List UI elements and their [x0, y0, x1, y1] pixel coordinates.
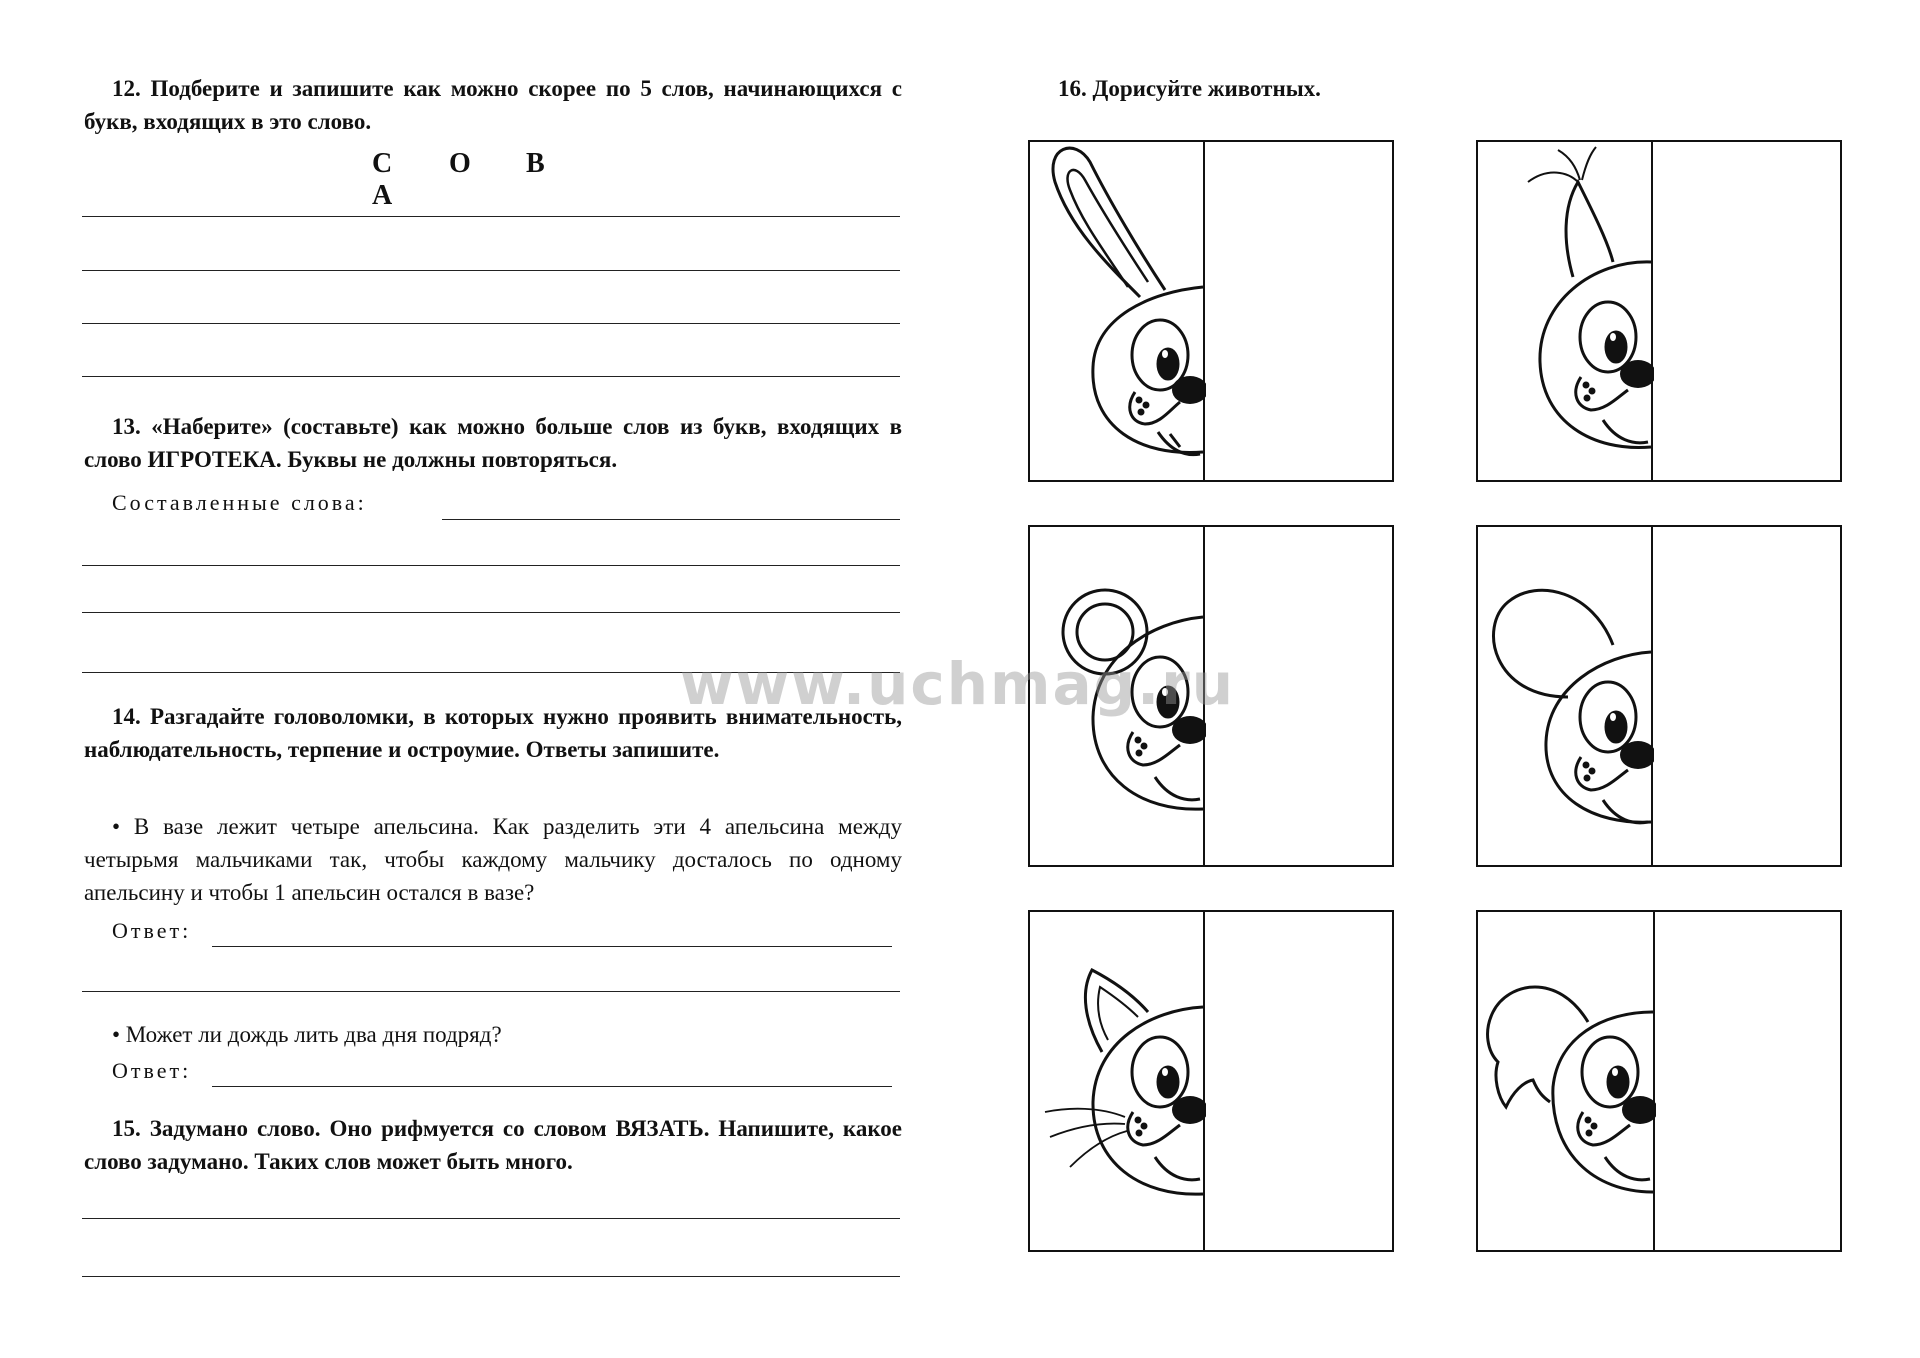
task-15-text: 15. Задумано слово. Оно рифмуется со словом ВЯЗАТЬ. Напишите, какое слово задумано. Таких слов может быть много. [84, 1116, 902, 1174]
puppy-icon [1478, 912, 1656, 1250]
task-13-text: 13. «Наберите» (составьте) как можно больше слов из букв, входящих в слово ИГРОТЕКА. Буквы не должны повторяться. [84, 414, 902, 472]
drawing-box-bunny[interactable] [1028, 140, 1394, 482]
drawing-box-squirrel[interactable] [1476, 140, 1842, 482]
cat-icon [1030, 912, 1206, 1250]
task-14-text: 14. Разгадайте головоломки, в которых нужно проявить внимательность, наблюдательность, терпение и остроумие. Ответы запишите. [84, 704, 902, 762]
task-12-text: 12. Подберите и запишите как можно скорее по 5 слов, начинающихся с букв, входящих в это слово. [84, 76, 902, 134]
drawing-box-cat[interactable] [1028, 910, 1394, 1252]
puzzle-1-text: • В вазе лежит четыре апельсина. Как разделить эти 4 апельсина между четырьмя мальчиками так, чтобы каждому мальчику досталось по одному апельсину и чтобы 1 апельсин остался в вазе? [84, 814, 902, 905]
composed-words-label: Составленные слова: [112, 490, 367, 515]
answer-line[interactable] [212, 1086, 892, 1087]
mouse-icon [1478, 527, 1654, 865]
answer-line[interactable] [82, 991, 900, 992]
squirrel-icon [1478, 142, 1654, 480]
answer-line[interactable] [82, 1276, 900, 1277]
answer-line[interactable] [212, 946, 892, 947]
answer-line[interactable] [82, 323, 900, 324]
bunny-icon [1030, 142, 1206, 480]
word-sova [372, 148, 672, 212]
drawing-box-mouse[interactable] [1476, 525, 1842, 867]
answer-1-label: Ответ: [112, 918, 192, 943]
word-letter: В [526, 148, 545, 179]
answer-line[interactable] [82, 1218, 900, 1219]
puzzle-2-text: • Может ли дождь лить два дня подряд? [112, 1022, 502, 1047]
task-16-text: 16. Дорисуйте животных. [1058, 76, 1321, 101]
answer-line[interactable] [82, 270, 900, 271]
answer-line[interactable] [82, 376, 900, 377]
answer-line[interactable] [442, 519, 900, 520]
answer-line[interactable] [82, 216, 900, 217]
answer-line[interactable] [82, 565, 900, 566]
drawing-box-puppy[interactable] [1476, 910, 1842, 1252]
answer-2-label: Ответ: [112, 1058, 192, 1083]
word-letter: А [372, 180, 393, 211]
word-letter: О [449, 148, 471, 179]
watermark: www.uchmag.ru [680, 650, 1236, 718]
answer-line[interactable] [82, 612, 900, 613]
word-letter: С [372, 148, 393, 179]
